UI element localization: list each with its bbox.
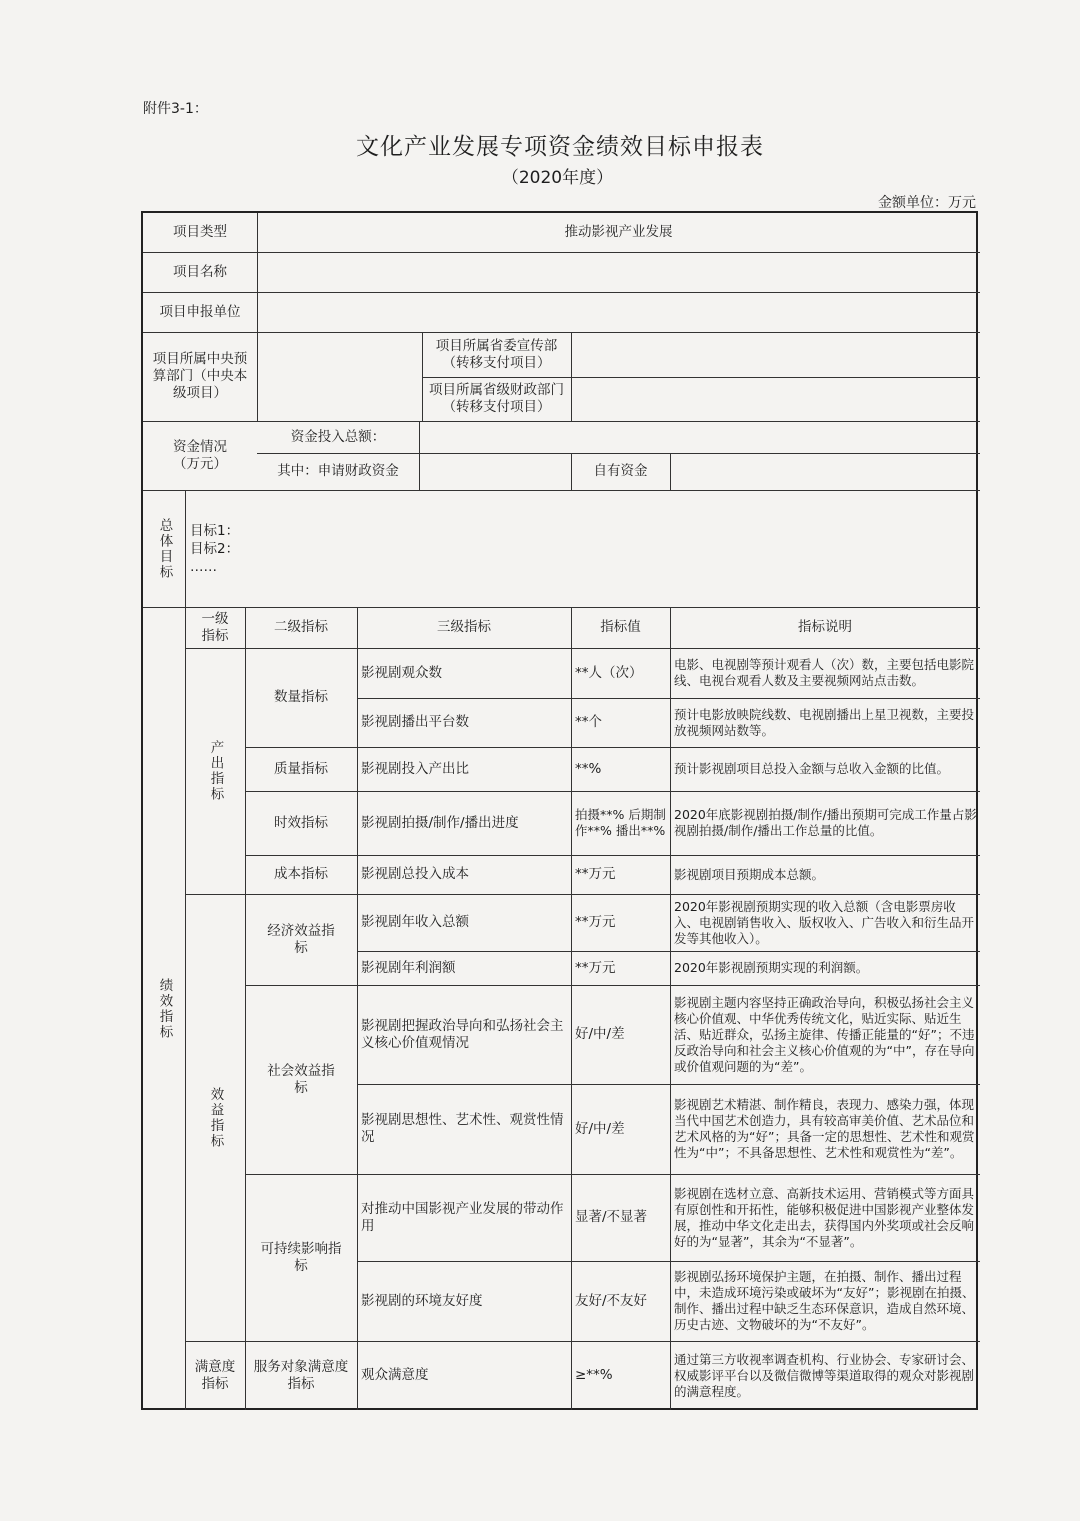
goal-line-2: 目标2： xyxy=(190,540,240,557)
form-year: （2020年度） xyxy=(501,168,614,188)
header-level1: 一级指标 xyxy=(201,610,229,644)
central-dept-field[interactable] xyxy=(257,332,422,421)
own-funds-field[interactable] xyxy=(670,453,980,490)
prov-finance-label: 项目所属省级财政部门（转移支付项目） xyxy=(429,382,564,415)
project-unit-label: 项目申报单位 xyxy=(159,303,241,320)
indicator-row-5-name: 影视剧总投入成本 xyxy=(361,866,469,882)
form-title: 文化产业发展专项资金绩效目标申报表 xyxy=(356,134,764,160)
own-funds-label: 自有资金 xyxy=(593,463,648,479)
satisfaction-indicator-label: 满意度指标 xyxy=(194,1358,236,1392)
indicator-row-8-name: 影视剧把握政治导向和弘扬社会主义核心价值观情况 xyxy=(361,1017,564,1051)
cost-indicator: 成本指标 xyxy=(274,866,328,882)
indicator-row-1-value: **人（次） xyxy=(575,664,643,681)
indicator-row-5-desc: 影视剧项目预期成本总额。 xyxy=(674,866,825,882)
indicator-row-2-name: 影视剧播出平台数 xyxy=(361,714,469,730)
amount-unit: 金额单位：万元 xyxy=(878,195,976,211)
benefit-indicator-label: 效益指标 xyxy=(207,1086,224,1149)
output-indicator-label: 产出指标 xyxy=(207,740,224,802)
indicator-row-4-value: 拍摄**% 后期制作**% 播出**% xyxy=(575,807,666,838)
economic-benefit-indicator: 经济效益指标 xyxy=(267,922,335,956)
service-satisfaction-indicator: 服务对象满意度指标 xyxy=(253,1358,349,1392)
header-level2: 二级指标 xyxy=(274,619,328,635)
indicator-row-10-name: 对推动中国影视产业发展的带动作用 xyxy=(361,1200,564,1234)
performance-label: 绩效指标 xyxy=(156,977,173,1040)
social-benefit-indicator: 社会效益指标 xyxy=(267,1062,335,1096)
quantity-indicator: 数量指标 xyxy=(274,689,328,705)
central-dept-label: 项目所属中央预算部门（中央本级项目） xyxy=(152,351,248,401)
goal-line-3: …… xyxy=(190,558,217,575)
indicator-row-7-value: **万元 xyxy=(575,959,616,976)
project-unit-field[interactable] xyxy=(257,292,980,332)
indicator-row-11-name: 影视剧的环境友好度 xyxy=(361,1292,483,1309)
attachment-label: 附件3-1： xyxy=(143,101,208,117)
indicator-row-6-desc: 2020年影视剧预期实现的收入总额（含电影票房收入、电视剧销售收入、版权收入、广告收入和衍生品开发等其他收入）。 xyxy=(674,898,975,946)
indicator-row-3-value: **% xyxy=(575,760,602,777)
apply-funds-label: 其中：申请财政资金 xyxy=(277,463,399,479)
indicator-row-4-desc: 2020年底影视剧拍摄/制作/播出预期可完成工作量占影视剧拍摄/制作/播出工作总量的比值。 xyxy=(674,807,977,838)
indicator-row-6-name: 影视剧年收入总额 xyxy=(361,914,469,930)
indicator-row-6-value: **万元 xyxy=(575,914,616,930)
indicator-row-12-value: ≥**% xyxy=(575,1367,613,1383)
indicator-row-12-name: 观众满意度 xyxy=(361,1367,429,1383)
prov-finance-field[interactable] xyxy=(571,377,980,421)
indicator-row-7-desc: 2020年影视剧预期实现的利润额。 xyxy=(674,960,869,975)
overall-goals-label: 总体目标 xyxy=(156,517,173,580)
total-investment-label: 资金投入总额： xyxy=(290,428,386,445)
indicator-row-12-desc: 通过第三方收视率调查机构、行业协会、专家研讨会、权威影评平台以及微信微博等渠道取得的观众对影视剧的满意程度。 xyxy=(674,1351,975,1399)
prov-propaganda-field[interactable] xyxy=(571,332,980,377)
indicator-row-8-desc: 影视剧主题内容坚持正确政治导向，积极弘扬社会主义核心价值观、中华优秀传统文化，贴近实际、贴近生活、贴近群众，弘扬主旋律、传播正能量的“好”；不违反政治导向和社会主义核心价值观的为“中”，存在导向或价值观问题的为“差”。 xyxy=(674,994,975,1074)
indicator-row-3-desc: 预计影视剧项目总投入金额与总收入金额的比值。 xyxy=(674,761,950,776)
indicator-row-9-value: 好/中/差 xyxy=(575,1120,625,1137)
total-investment-field[interactable] xyxy=(419,421,980,453)
indicator-row-3-name: 影视剧投入产出比 xyxy=(361,760,469,777)
performance-form xyxy=(141,211,978,1410)
indicator-row-2-desc: 预计电影放映院线数、电视剧播出上星卫视数，主要投放视频网站数等。 xyxy=(674,706,975,738)
project-name-label: 项目名称 xyxy=(173,263,227,280)
indicator-row-9-name: 影视剧思想性、艺术性、观赏性情况 xyxy=(361,1112,564,1145)
timeliness-indicator: 时效指标 xyxy=(274,814,328,831)
indicator-row-1-name: 影视剧观众数 xyxy=(361,664,442,681)
indicator-row-2-value: **个 xyxy=(575,714,602,730)
indicator-row-10-value: 显著/不显著 xyxy=(575,1209,648,1225)
indicator-row-11-value: 友好/不友好 xyxy=(575,1292,648,1309)
sustainable-impact-indicator: 可持续影响指标 xyxy=(260,1240,342,1274)
header-level3: 三级指标 xyxy=(437,619,491,635)
indicator-row-8-value: 好/中/差 xyxy=(575,1026,625,1042)
indicator-row-5-value: **万元 xyxy=(575,866,616,882)
project-type-label: 项目类型 xyxy=(173,224,227,240)
header-description: 指标说明 xyxy=(798,619,852,635)
indicator-row-4-name: 影视剧拍摄/制作/播出进度 xyxy=(361,814,519,831)
quality-indicator: 质量指标 xyxy=(274,760,328,777)
indicator-row-10-desc: 影视剧在选材立意、高新技术运用、营销模式等方面具有原创性和开拓性，能够积极促进中国影视产业整体发展，推动中华文化走出去，获得国内外奖项或社会反响好的为“显著”，其余为“不显著”。 xyxy=(674,1185,975,1249)
indicator-row-7-name: 影视剧年利润额 xyxy=(361,959,456,976)
prov-propaganda-label: 项目所属省委宣传部（转移支付项目） xyxy=(435,337,558,371)
project-name-field[interactable] xyxy=(257,252,980,292)
project-type-value: 推动影视产业发展 xyxy=(564,224,673,240)
apply-funds-field[interactable] xyxy=(419,453,571,490)
funds-label: 资金情况（万元） xyxy=(173,438,227,472)
goal-line-1: 目标1： xyxy=(190,522,240,539)
indicator-row-9-desc: 影视剧艺术精湛、制作精良，表现力、感染力强，体现当代中国艺术创造力，具有较高审美价值、艺术品位和艺术风格的为“好”；具备一定的思想性、艺术性和观赏性为“中”；不具备思想性、艺术性和观赏性为“差”。 xyxy=(674,1097,975,1160)
indicator-row-11-desc: 影视剧弘扬环境保护主题，在拍摄、制作、播出过程中，未造成环境污染或破坏为“友好”；影视剧在拍摄、制作、播出过程中缺乏生态环保意识，造成自然环境、历史古迹、文物破坏的为“不友好”。 xyxy=(674,1269,975,1332)
indicator-row-1-desc: 电影、电视剧等预计观看人（次）数，主要包括电影院线、电视台观看人数及主要视频网站点击数。 xyxy=(674,657,975,688)
header-value: 指标值 xyxy=(600,619,641,635)
overall-goals-content[interactable] xyxy=(185,490,980,607)
